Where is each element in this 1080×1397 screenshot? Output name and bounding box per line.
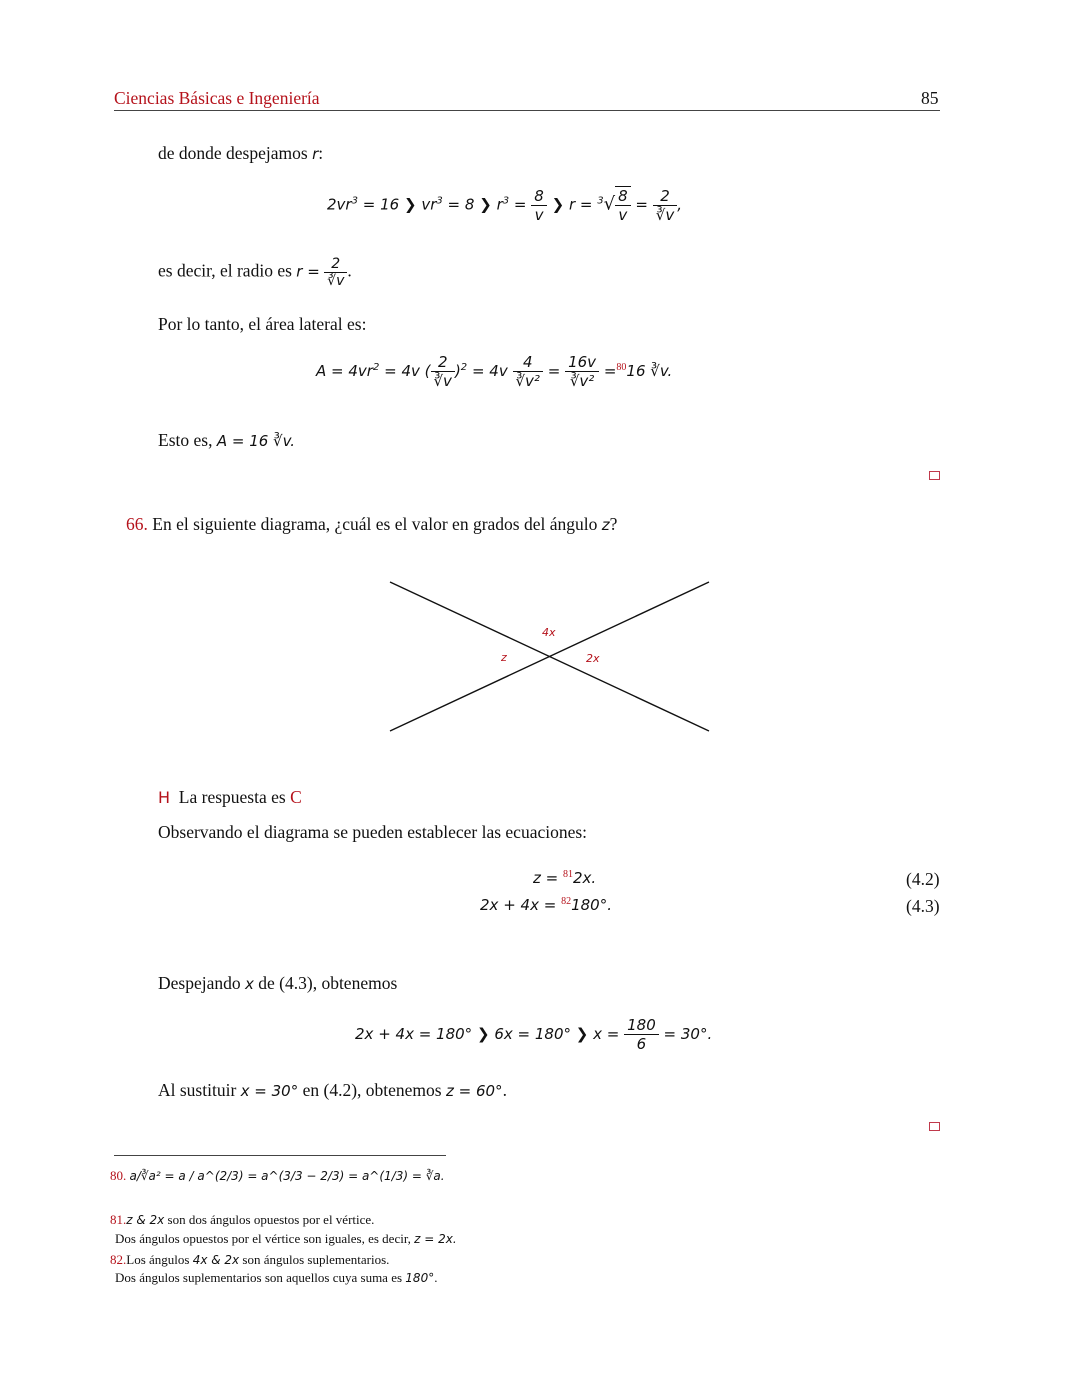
eq-x-p3: x = [593,1025,620,1043]
footnote-80 [110,1167,445,1184]
solve-line [158,973,397,994]
footnote-82-line2-text: Dos ángulos suplementarios son aquellos cuya suma es [115,1270,403,1285]
intro-var: r [312,145,319,163]
eq-a-eq4: = [603,362,617,380]
radius-lhs: r = [296,262,320,281]
eq42-lhs: z = [533,869,559,887]
answer-marker-icon: H [158,788,171,807]
eq-r-frac1-num: 8 [531,187,547,206]
footnote-81-text: son dos ángulos opuestos por el vértice. [167,1212,375,1227]
implies-arrow-icon: ❯ [403,195,417,214]
eq-a-frac2 [513,353,543,390]
equation-4-2 [533,869,596,887]
implies-arrow-icon: ❯ [551,195,565,214]
qed-box-icon [929,1122,940,1131]
eq-r-frac3 [653,187,677,224]
eq-a-frac3-num: 16v [565,353,599,372]
eq43-tag: (4.3) [906,896,940,916]
eq-a-eq1: = 4v [384,362,420,380]
eq-a-eq2: = 4v [471,362,508,380]
problem-text: En el siguiente diagrama, ¿cuál es el valor en grados del ángulo [152,514,598,534]
eq-a-eq3: = [547,362,561,380]
eq-r-frac3-den: ∛v [655,205,675,224]
header-rule [114,110,940,111]
equation-4-3 [480,896,612,914]
radius-frac [324,256,347,289]
esto-math: A = 16 ∛v. [216,432,296,450]
final-text-b: en (4.2), obtenemos [302,1080,442,1100]
eq-r-tail: , [677,195,682,214]
final-text-a: Al sustituir [158,1080,237,1100]
footnote-82-line2-tail: . [434,1270,438,1285]
footnote-81-line2-math: z = 2x. [414,1232,457,1246]
footnote-ref-80[interactable]: 80 [616,362,627,373]
eq-a-frac2-num: 4 [513,353,543,372]
footnote-81-num: 81. [110,1212,127,1227]
footnote-81-math: z & 2x [126,1213,165,1227]
eq-a-frac3-den: ∛v² [569,372,595,390]
footnote-80-math: a/∛a² = a / a^(2/3) = a^(3/3 − 2/3) = a^(1/3) = ∛a. [129,1169,445,1184]
eq-x-num: 180 [624,1016,659,1035]
footnote-81 [110,1212,374,1228]
eq-r-p3: r [496,195,503,214]
eq-r-p3-exp: 3 [502,195,510,207]
diagram-label-2x: 2x [586,652,600,665]
eq-x-p2: 6x = 180° [494,1025,571,1043]
eq-r-frac2 [615,186,631,224]
footnote-81-line2-text: Dos ángulos opuestos por el vértice son iguales, es decir, [115,1231,411,1246]
eq-a-frac1-den: ∛v [433,372,452,390]
problem-66 [126,514,617,535]
problem-tail: ? [609,514,618,534]
running-header-title: Ciencias Básicas e Ingeniería [114,88,320,108]
eq-a-result: 16 ∛v. [626,362,673,380]
radius-num: 2 [324,256,347,273]
footnote-82-line2-math: 180° [405,1271,435,1285]
radius-tail: . [347,260,352,281]
lateral-text: Por lo tanto, el área lateral es: [158,314,367,334]
qed-box-icon [929,471,940,480]
solve-var: x [245,975,254,993]
answer-line [158,787,302,808]
diagram-label-4x: 4x [542,626,556,639]
eq-a-exp1: 2 [372,362,380,373]
radical-icon: √ [603,193,616,215]
footnote-82 [110,1252,389,1268]
eq-r-p2: vr [421,195,437,214]
eq-a-exp2: 2 [460,362,468,373]
eq42-rhs: 2x. [573,869,597,887]
footnote-82-num: 82. [110,1252,127,1267]
eq-a-frac2-den: ∛v² [515,372,540,390]
eq-a-lhs: A = 4vr [316,362,373,380]
final-math-2: z = 60° [445,1082,503,1100]
eq42-tag: (4.2) [906,869,940,889]
solve-text: Despejando [158,973,241,993]
radius-den: ∛v [327,273,345,289]
footnote-ref-81[interactable]: 81 [563,869,573,880]
intro-line: de donde despejamos r: [158,143,324,163]
eq-r-p1-rhs: = 16 [362,195,400,214]
eq-x-den: 6 [636,1035,647,1053]
equation-r [327,186,682,224]
equation-area: $A = 4vr^2 = 4v$ ( $\frac{2}{∛v}$ )$^2$ = 4v $\frac{4}{\text{∛v²}}$ = $\frac{16v}{\text{∛v²}}$ =$^{80}$16 ∛v. [316,353,673,390]
eq43-rhs: 180°. [571,896,612,914]
angle-diagram [380,570,720,740]
final-math-1: x = 30° [240,1082,299,1100]
final-text-c: . [502,1080,507,1100]
implies-arrow-icon: ❯ [479,195,492,214]
footnote-ref-82[interactable]: 82 [561,896,572,907]
eq-x-frac [624,1016,659,1053]
answer-letter: C [290,787,302,807]
implies-arrow-icon: ❯ [575,1025,589,1043]
problem-number: 66. [126,514,148,534]
diagram-label-z: z [501,651,507,664]
eq-r-p2-rhs: = 8 [447,195,475,214]
eq-r-eq2: = [635,195,648,214]
eq-a-frac3 [565,353,599,390]
problem-var: z [601,516,610,534]
implies-arrow-icon: ❯ [476,1025,490,1043]
eq-r-frac1-den: v [534,205,544,224]
radius-text: es decir, el radio es [158,260,292,281]
footnote-80-num: 80. [110,1168,127,1184]
eq-r-p1-exp: 3 [351,195,358,207]
footnote-82-text-a: Los ángulos [126,1252,190,1267]
footnote-81-line2 [115,1231,457,1247]
eq-a-frac1-num: 2 [431,353,455,372]
final-line [158,1080,507,1101]
esto-line [158,430,295,451]
eq-x-p1: 2x + 4x = 180° [355,1025,473,1043]
eq-a-frac1 [431,353,455,390]
eq-r-root-index: 3 [597,195,604,207]
footnote-rule [114,1155,446,1156]
eq-r-p2-exp: 3 [436,195,443,207]
eq-r-frac2-num: 8 [615,187,631,206]
footnote-82-line2 [115,1270,437,1286]
eq-r-p3-eq: = [513,195,527,214]
eq-r-frac1 [531,187,547,224]
footnote-82-text: son ángulos suplementarios. [242,1252,390,1267]
esto-text: Esto es, [158,430,213,450]
eq-r-p4: r = [568,195,593,214]
solve-tail: de (4.3), obtenemos [258,973,398,993]
eq-r-p1: 2vr [327,195,352,214]
footnote-82-math: 4x & 2x [192,1253,240,1267]
answer-text: La respuesta es [178,787,286,807]
eq-x-tail: = 30°. [663,1025,713,1043]
intro-text: de donde despejamos [158,143,308,163]
equation-x [355,1016,712,1053]
eq-r-frac3-num: 2 [653,187,677,206]
eq43-lhs: 2x + 4x = [480,896,557,914]
observe-text: Observando el diagrama se pueden establecer las ecuaciones: [158,822,588,842]
page-number: 85 [921,88,939,108]
radius-line [158,256,352,289]
eq-r-frac2-den: v [618,206,628,224]
